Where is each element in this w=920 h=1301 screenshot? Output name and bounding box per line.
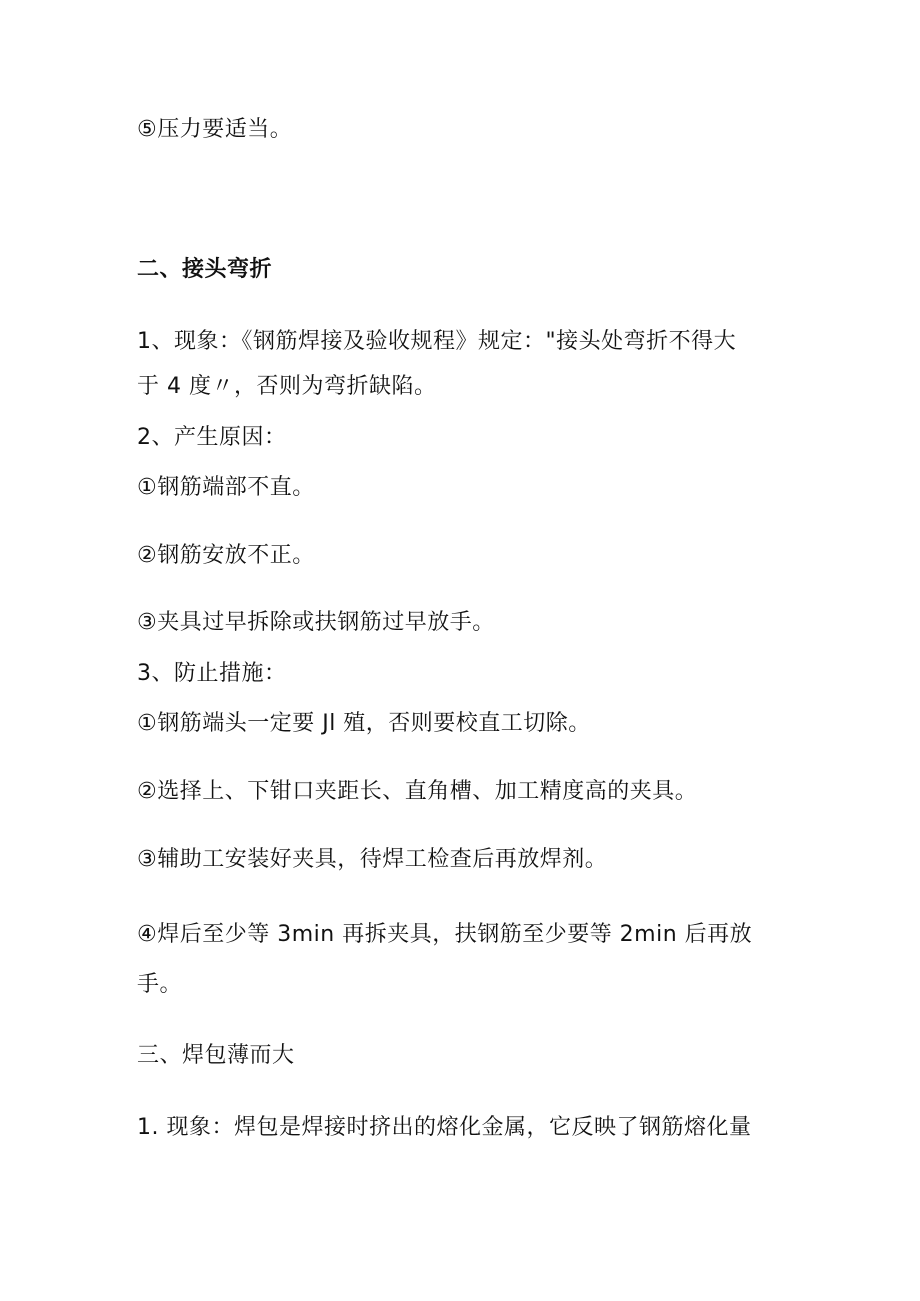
section-heading: 二、接头弯折 <box>137 257 273 282</box>
text-line: ③辅助工安装好夹具，待焊工检查后再放焊剂。 <box>137 847 608 872</box>
text-line: 于 4 度〃，否则为弯折缺陷。 <box>137 374 437 399</box>
text-line: ②选择上、下钳口夹距长、直角槽、加工精度高的夹具。 <box>137 779 698 804</box>
section-heading: 三、焊包薄而大 <box>137 1043 295 1068</box>
text-line: ②钢筋安放不正。 <box>137 543 315 568</box>
text-line: 3、防止措施： <box>137 661 287 686</box>
text-line: ①钢筋端头一定要 Jl 殖，否则要校直工切除。 <box>137 711 591 736</box>
text-line: ①钢筋端部不直。 <box>137 475 315 500</box>
text-line: 1、现象：《钢筋焊接及验收规程》规定："接头处弯折不得大 <box>137 329 737 354</box>
text-line: 手。 <box>137 972 183 997</box>
text-line: ③夹具过早拆除或扶钢筋过早放手。 <box>137 610 495 635</box>
text-line: ⑤压力要适当。 <box>137 117 293 142</box>
text-line: 1. 现象：焊包是焊接时挤出的熔化金属，它反映了钢筋熔化量 <box>137 1115 752 1140</box>
text-line: ④焊后至少等 3min 再拆夹具，扶钢筋至少要等 2min 后再放 <box>137 922 753 947</box>
text-line: 2、产生原因： <box>137 425 287 450</box>
